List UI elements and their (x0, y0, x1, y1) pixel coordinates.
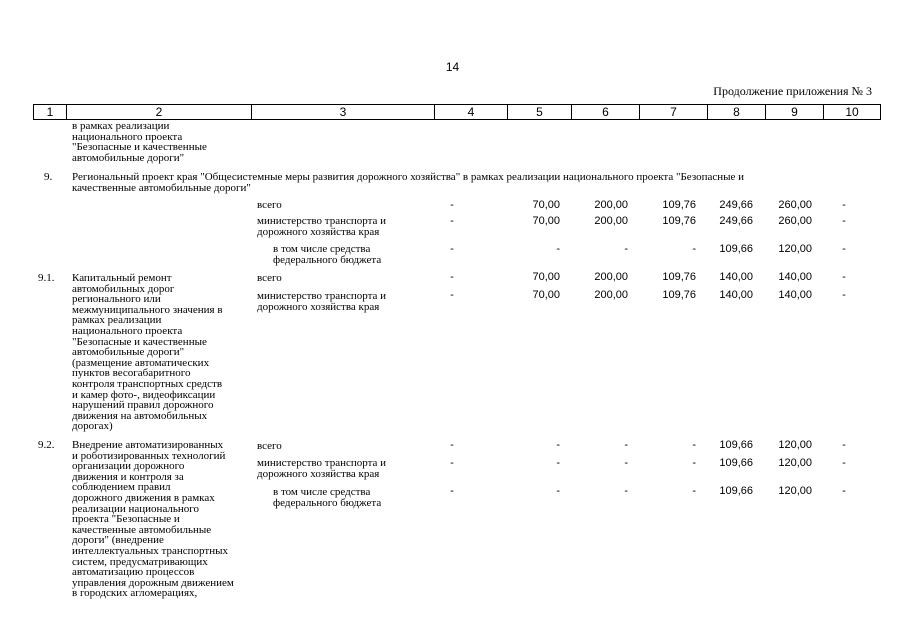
item-9-2-row-value: - (556, 457, 560, 469)
item-9-1-row-value: 200,00 (594, 289, 628, 301)
section-9-row-value: 120,00 (778, 243, 812, 255)
section-9-row-value: - (450, 215, 454, 227)
section-9-row-value: 200,00 (594, 199, 628, 211)
item-9-1-description: Капитальный ремонт автомобильных дорог регионального или межмуниципального значения в рамках реализации национального проекта "Безопасные и качественные автомобильные дороги" (размещение автоматических пунктов весогабаритного контроля транспортных средств и камер фото-, видеофиксации нарушений правил дорожного движения на автомобильных дорогах) (72, 272, 223, 433)
section-9-row-value: 109,76 (662, 199, 696, 211)
item-9-2-row-value: - (624, 485, 628, 497)
section-9-row-value: 200,00 (594, 215, 628, 227)
item-9-1-number: 9.1. (38, 272, 55, 284)
column-header-4: 4 (435, 105, 508, 120)
item-9-2-row-value: 109,66 (719, 457, 753, 469)
item-9-2-row-value: - (624, 457, 628, 469)
section-9-row-value: - (450, 199, 454, 211)
item-9-2-row-value: - (556, 439, 560, 451)
page-number: 14 (445, 60, 460, 74)
item-9-1-row-value: 140,00 (719, 289, 753, 301)
item-9-1-row-value: 109,76 (662, 289, 696, 301)
item-9-1-row-value: - (450, 289, 454, 301)
column-header-2: 2 (67, 105, 252, 120)
section-9-row-value: - (450, 243, 454, 255)
item-9-2-row-value: 109,66 (719, 439, 753, 451)
item-9-1-row-label: всего (257, 272, 282, 284)
section-9-row-value: 260,00 (778, 199, 812, 211)
item-9-2-row-value: - (842, 457, 846, 469)
item-9-2-row-value: - (624, 439, 628, 451)
column-header-10: 10 (824, 105, 881, 120)
item-9-2-row-value: - (450, 457, 454, 469)
section-9-row-value: - (556, 243, 560, 255)
continuation-text: в рамках реализации национального проекта "Безопасные и качественные автомобильные дороги" (72, 120, 207, 164)
item-9-2-row-label: в том числе средства федерального бюджета (273, 486, 382, 509)
item-9-2-number: 9.2. (38, 439, 55, 451)
item-9-2-row-label: министерство транспорта и дорожного хозяйства края (257, 457, 387, 480)
section-9-row-value: - (842, 199, 846, 211)
column-header-6: 6 (572, 105, 640, 120)
item-9-2-row-value: - (556, 485, 560, 497)
section-9-row-label: всего (257, 199, 282, 211)
section-9-number: 9. (44, 171, 53, 183)
item-9-2-row-value: 120,00 (778, 485, 812, 497)
item-9-1-row-value: - (450, 271, 454, 283)
section-9-row-value: 249,66 (719, 215, 753, 227)
item-9-2-row-label: всего (257, 440, 282, 452)
section-9-row-value: - (692, 243, 696, 255)
item-9-2-row-value: - (450, 439, 454, 451)
item-9-2-row-value: - (692, 457, 696, 469)
section-9-row-value: 109,66 (719, 243, 753, 255)
section-9-row-value: - (842, 215, 846, 227)
appendix-label: Продолжение приложения № 3 (713, 84, 872, 98)
item-9-1-row-value: 140,00 (719, 271, 753, 283)
item-9-2-row-value: - (450, 485, 454, 497)
section-9-row-value: 260,00 (778, 215, 812, 227)
item-9-2-row-value: - (692, 485, 696, 497)
section-9-row-value: - (842, 243, 846, 255)
item-9-2-row-value: - (842, 439, 846, 451)
column-header-7: 7 (640, 105, 708, 120)
section-9-row-label: в том числе средства федерального бюджета (273, 243, 382, 266)
section-9-row-value: 70,00 (532, 199, 560, 211)
section-9-row-value: - (624, 243, 628, 255)
item-9-2-row-value: 109,66 (719, 485, 753, 497)
item-9-2-row-value: - (692, 439, 696, 451)
column-header-8: 8 (708, 105, 766, 120)
item-9-1-row-value: 70,00 (532, 289, 560, 301)
section-9-row-value: 249,66 (719, 199, 753, 211)
column-header-5: 5 (508, 105, 572, 120)
section-9-title: Региональный проект края "Общесистемные меры развития дорожного хозяйства" в рамках реализации национального проекта "Безопасные и качественные автомобильные дороги" (72, 171, 745, 194)
column-header-1: 1 (34, 105, 67, 120)
item-9-2-row-value: - (842, 485, 846, 497)
section-9-row-label: министерство транспорта и дорожного хозяйства края (257, 215, 387, 238)
item-9-1-row-value: 70,00 (532, 271, 560, 283)
item-9-2-row-value: 120,00 (778, 439, 812, 451)
item-9-1-row-value: 109,76 (662, 271, 696, 283)
item-9-1-row-value: 140,00 (778, 271, 812, 283)
item-9-2-description: Внедрение автоматизированных и роботизированных технологий организации дорожного движения и контроля за соблюдением правил дорожного движения в рамках реализации национального проекта "Безопасные и качественные автомобильные дороги" (внедрение интеллектуальных транспортных систем, предусматривающих автоматизацию процессов управления дорожным движением в городских агломерациях, (72, 439, 234, 600)
item-9-2-row-value: 120,00 (778, 457, 812, 469)
item-9-1-row-value: 200,00 (594, 271, 628, 283)
item-9-1-row-value: - (842, 289, 846, 301)
item-9-1-row-label: министерство транспорта и дорожного хозяйства края (257, 290, 387, 313)
column-header-3: 3 (252, 105, 435, 120)
item-9-1-row-value: 140,00 (778, 289, 812, 301)
item-9-1-row-value: - (842, 271, 846, 283)
column-header-9: 9 (766, 105, 824, 120)
section-9-row-value: 70,00 (532, 215, 560, 227)
column-header-table (33, 104, 881, 120)
section-9-row-value: 109,76 (662, 215, 696, 227)
